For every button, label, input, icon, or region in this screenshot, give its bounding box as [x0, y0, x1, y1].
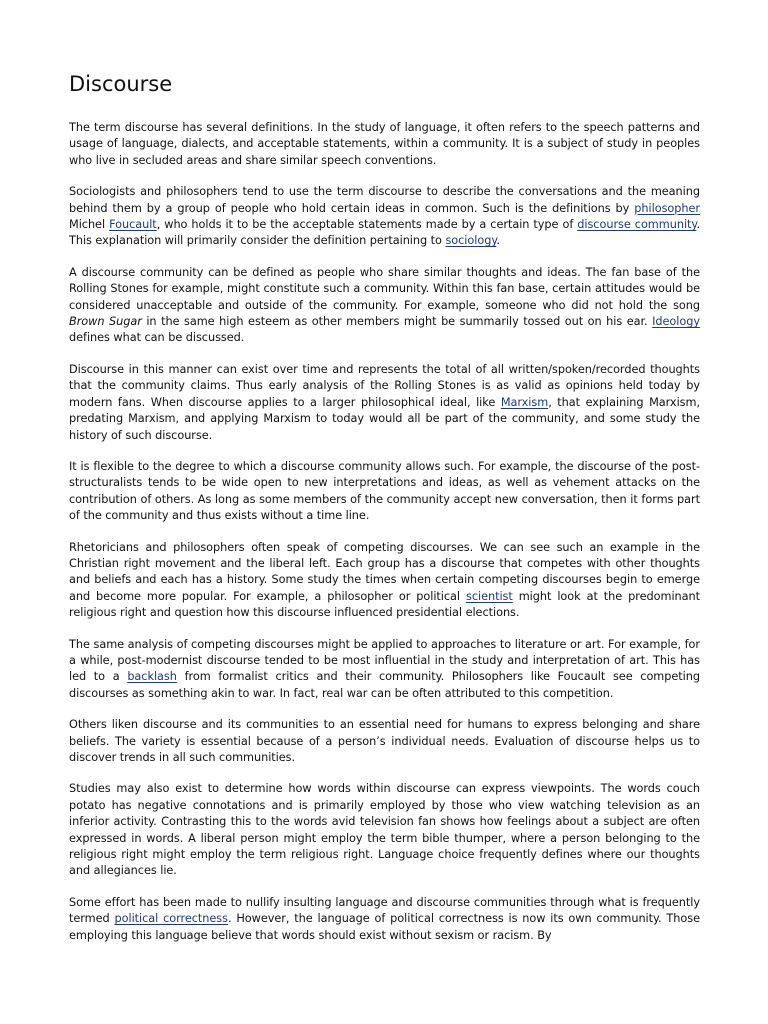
paragraph [69, 362, 700, 444]
text-run: Some effort has been made to nullify insulting language and discourse communities through what is frequently termed [69, 895, 700, 926]
text-run: , that explaining Marxism, predating Marxism, and applying Marxism to today would all be part of the community, and some study the history of such discourse. [69, 395, 700, 442]
paragraph [69, 540, 700, 622]
text-run: Studies may also exist to determine how words within discourse can express viewpoints. The words couch potato has negative connotations and is primarily employed by those who view watching television as an inferior activity. Contrasting this to the words avid television fan shows how feelings about a subject are often expressed in words. A liberal person might employ the term bible thumper, where a person belonging to the religious right might employ the term religious right. Language choice frequently defines where our thoughts and allegiances lie. [69, 782, 700, 878]
paragraph [69, 459, 700, 525]
link-sociology[interactable]: sociology [445, 234, 497, 248]
paragraph [69, 637, 700, 703]
text-run: Discourse in this manner can exist over time and represents the total of all written/spoken/recorded thoughts that the community claims. Thus early analysis of the Rolling Stones is as valid as opinions held today by modern fans. When discourse applies to a larger philosophical ideal, like [69, 362, 700, 409]
text-run: might look at the predominant religious right and question how this discourse influenced presidential elections. [69, 589, 701, 620]
paragraph [69, 265, 700, 347]
link-ideology[interactable]: Ideology [652, 315, 700, 329]
italic-text: Brown Sugar [69, 315, 142, 329]
paragraph [69, 895, 700, 944]
text-run: . However, the language of political correctness is now its own community. Those employing this language believe that words should exist without sexism or racism. By [69, 912, 700, 942]
text-run: . This explanation will primarily consider the definition pertaining to [69, 218, 700, 248]
text-run: It is flexible to the degree to which a discourse community allows such. For example, the discourse of the post-structuralists tends to be wide open to new interpretations and ideas, as well as vehement attacks on the contribution of others. As long as some members of the community accept new conversation, then it forms part of the community and thus exists without a time line. [69, 459, 700, 523]
text-run: from formalist critics and their community. Philosophers like Foucault see competing discourses as something akin to war. In fact, real war can be often attributed to this competition. [69, 670, 700, 700]
text-run: The same analysis of competing discourses might be applied to approaches to literature or art. For example, for a while, post-modernist discourse tended to be most influential in the study and interpretation of art. This has led to a [69, 637, 700, 684]
link-scientist[interactable]: scientist [465, 589, 513, 603]
text-run: , who holds it to be the acceptable statements made by a certain type of [156, 218, 578, 232]
text-run: A discourse community can be defined as people who share similar thoughts and ideas. The fan base of the Rolling Stones for example, might constitute such a community. Within this fan base, certain attitudes would be considered unacceptable and outside of the community. For example, someone who did not hold the song [69, 265, 700, 312]
document-body [69, 120, 700, 944]
link-backlash[interactable]: backlash [127, 670, 177, 684]
text-run: Sociologists and philosophers tend to use the term discourse to describe the conversations and the meaning behind them by a group of people who hold certain ideas in common. Such is the definitions by [69, 185, 700, 215]
document-title: Discourse [69, 72, 173, 96]
text-run: The term discourse has several definitions. In the study of language, it often refers to the speech patterns and usage of language, dialects, and acceptable statements, within a community. It is a subject of study in peoples who live in secluded areas and share similar speech conventions. [69, 121, 700, 167]
paragraph [69, 717, 700, 766]
paragraph [69, 781, 700, 879]
text-run: Others liken discourse and its communities to an essential need for humans to express belonging and share beliefs. The variety is essential because of a person’s individual needs. Evaluation of discourse helps us to discover trends in all such communities. [69, 718, 700, 764]
link-marxism[interactable]: Marxism [500, 395, 549, 409]
text-run: . [496, 234, 500, 248]
link-political-correctness[interactable]: political correctness [114, 912, 228, 926]
text-run: in the same high esteem as other members might be summarily tossed out on his ear. [141, 315, 653, 329]
text-run: Rhetoricians and philosophers often speak of competing discourses. We can see such an example in the Christian right movement and the liberal left. Each group has a discourse that competes with other thoughts and beliefs and each has a history. Some study the times when certain competing discourses begin to emerge and become more popular. For example, a philosopher or political [69, 540, 700, 603]
link-philosopher[interactable]: philosopher [634, 201, 700, 215]
text-run: Michel [69, 218, 110, 232]
paragraph [69, 184, 700, 250]
paragraph [69, 120, 700, 169]
text-run: defines what can be discussed. [69, 331, 245, 345]
link-discourse-community[interactable]: discourse community [577, 218, 697, 232]
link-foucault[interactable]: Foucault [109, 218, 157, 232]
